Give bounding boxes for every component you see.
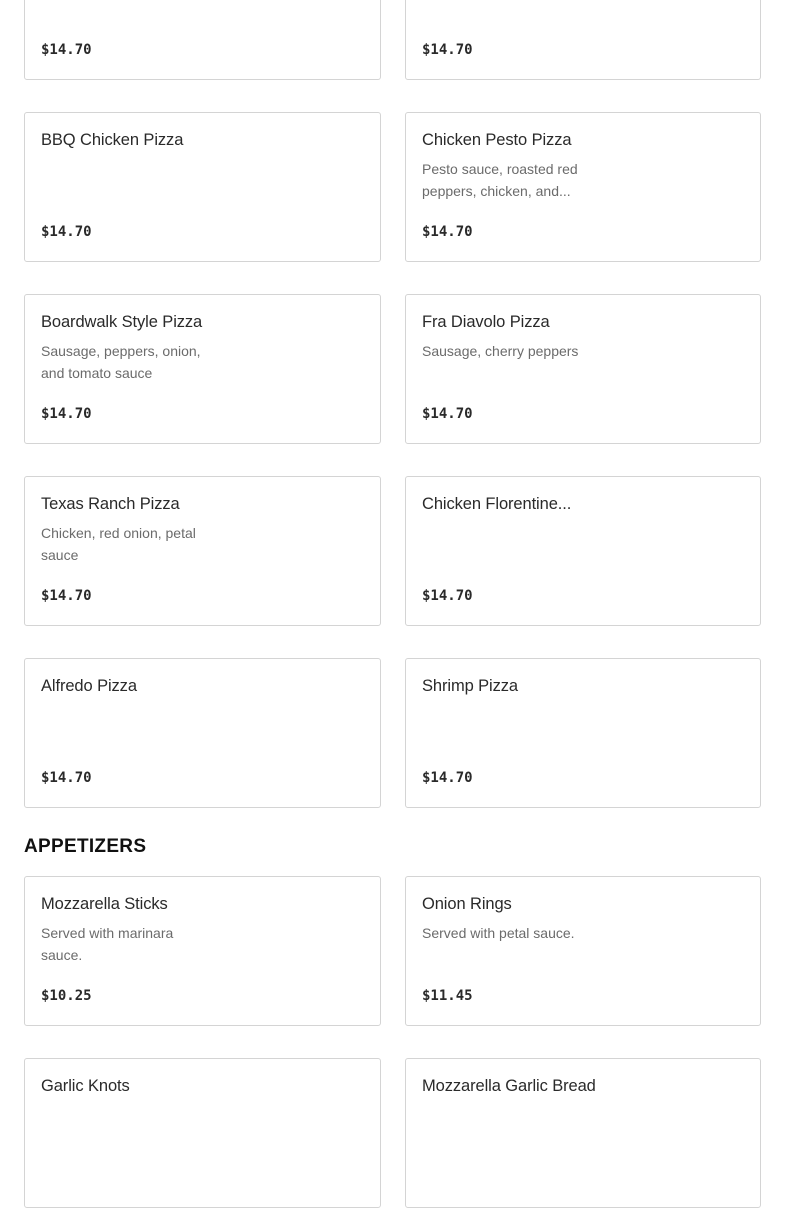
menu-item-card[interactable] — [24, 476, 381, 626]
menu-item-price: $14.70 — [41, 42, 92, 58]
menu-item-card[interactable] — [24, 658, 381, 808]
menu-item-price: $11.45 — [422, 988, 473, 1004]
menu-item-price: $14.70 — [41, 406, 92, 422]
menu-item-price: $14.70 — [422, 42, 473, 58]
menu-item-description: Sausage, cherry peppers — [422, 343, 579, 359]
section-heading: APPETIZERS — [24, 836, 147, 857]
menu-item-description: Sausage, peppers, onion, and tomato sauce — [41, 343, 201, 381]
menu-item-name: Alfredo Pizza — [41, 677, 137, 695]
menu-item-description: Chicken, red onion, petal sauce — [41, 525, 196, 563]
menu-item-name: Fra Diavolo Pizza — [422, 313, 550, 331]
menu-item-name: Garlic Knots — [41, 1077, 130, 1095]
menu-item-card[interactable] — [24, 876, 381, 1026]
menu-item-card[interactable] — [405, 658, 761, 808]
menu-item-name: Boardwalk Style Pizza — [41, 313, 203, 331]
menu-item-name: Texas Ranch Pizza — [41, 495, 180, 513]
menu-item-card[interactable] — [24, 112, 381, 262]
menu-item-card[interactable] — [405, 112, 761, 262]
menu-content — [24, 0, 761, 1208]
menu-item-name: Mozzarella Garlic Bread — [422, 1077, 596, 1095]
menu-item-name: Chicken Florentine... — [422, 495, 572, 513]
menu-item-card[interactable] — [24, 0, 381, 80]
menu-item-description: Served with marinara sauce. — [41, 925, 174, 963]
menu-item-price: $14.70 — [422, 406, 473, 422]
menu-item-price: $14.70 — [41, 224, 92, 240]
menu-item-name: Chicken Pesto Pizza — [422, 131, 572, 149]
menu-item-card[interactable] — [24, 294, 381, 444]
menu-item-card[interactable] — [405, 294, 761, 444]
menu-item-description: Pesto sauce, roasted red peppers, chicken, and... — [422, 161, 578, 199]
menu-item-price: $14.70 — [41, 588, 92, 604]
menu-item-price: $10.25 — [41, 988, 92, 1004]
menu-items-grid — [24, 0, 761, 808]
menu-item-card[interactable] — [405, 476, 761, 626]
menu-item-name: Shrimp Pizza — [422, 677, 518, 695]
menu-items-grid — [24, 876, 761, 1208]
menu-item-card[interactable] — [24, 1058, 381, 1208]
menu-item-description: Served with petal sauce. — [422, 925, 575, 941]
menu-item-price: $14.70 — [41, 770, 92, 786]
menu-item-price: $14.70 — [422, 224, 473, 240]
menu-item-card[interactable] — [405, 876, 761, 1026]
menu-item-price: $14.70 — [422, 588, 473, 604]
menu-item-card[interactable] — [405, 1058, 761, 1208]
menu-item-card[interactable] — [405, 0, 761, 80]
menu-item-price: $14.70 — [422, 770, 473, 786]
menu-item-name: BBQ Chicken Pizza — [41, 131, 184, 149]
menu-item-name: Onion Rings — [422, 895, 512, 913]
menu-item-name: Mozzarella Sticks — [41, 895, 168, 913]
